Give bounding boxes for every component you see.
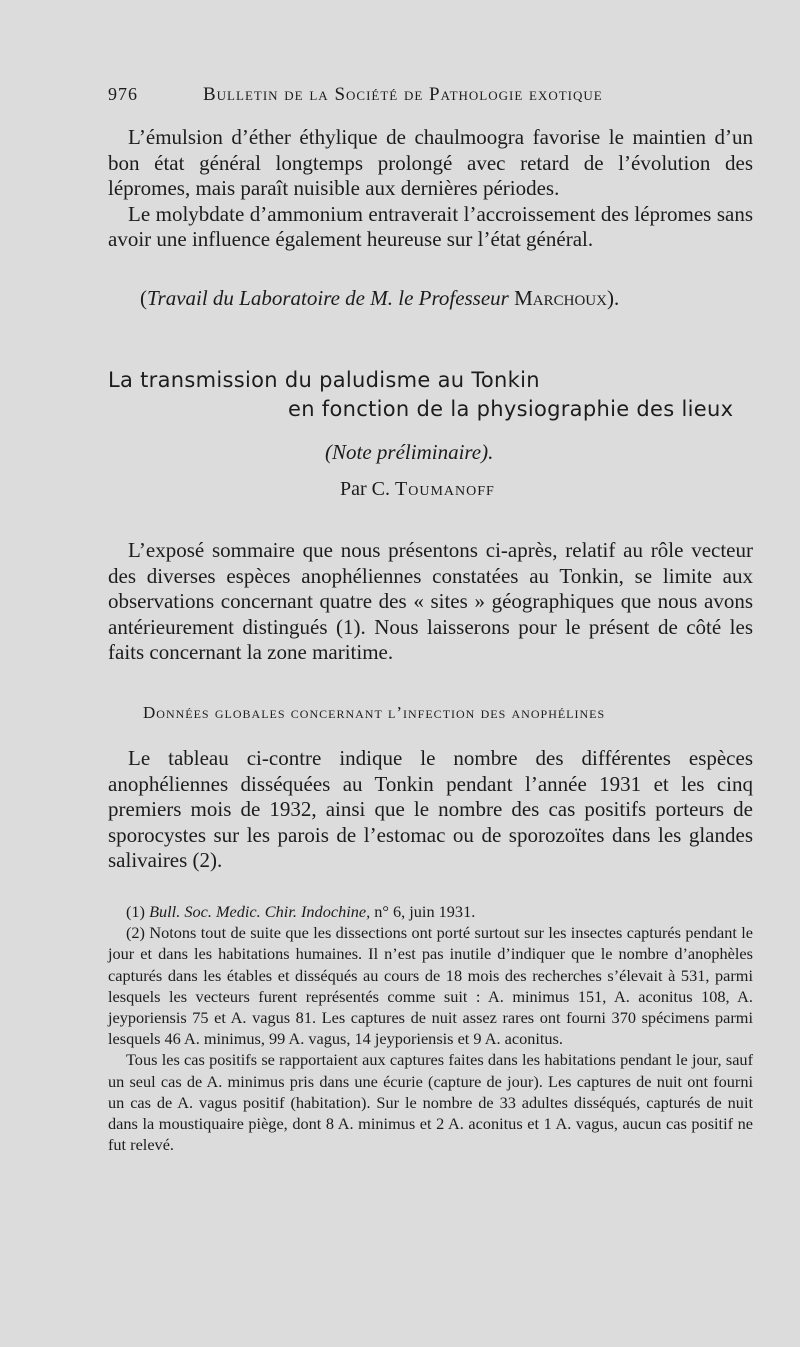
article-paragraph-1: L’exposé sommaire que nous présentons ci-après, relatif au rôle vecteur des diverses espèces anophéliennes constatées au Tonkin, se limite aux observations concernant quatre des « sites » géographiques que nous avons antérieurement distingués (1). Nous laisserons pour le présent de côté les faits concernant la zone maritime. [108, 538, 753, 665]
article-paragraph-2-block [108, 746, 753, 874]
footnotes [108, 901, 753, 1155]
intro-paragraph-1: L’émulsion d’éther éthylique de chaulmoogra favorise le maintien d’un bon état général longtemps prolongé avec retard de l’évolution des lépromes, mais paraît nuisible aux dernières périodes. [108, 125, 753, 201]
article-paragraph-1-block [108, 538, 753, 666]
footnote-3: Tous les cas positifs se rapportaient aux captures faites dans les habitations pendant le jour, sauf un seul cas de A. minimus pris dans une écurie (capture de jour). Les captures de nuit ont fourni un cas de A. vagus positif (habitation). Sur le nombre de 33 adultes disséqués, capturés de nuit dans la moustiquaire piège, dont 8 A. minimus et 2 A. aconitus et 1 A. vagus, aucun cas positif ne fut relevé. [108, 1050, 753, 1155]
author-name: Toumanoff [395, 478, 495, 500]
footnote-2: (2) Notons tout de suite que les dissections ont porté surtout sur les insectes capturés pendant le jour et dans les habitations humaines. Il n’est pas inutile d’indiquer que le nombre d’anophèles capturés dans les étables et disséqués au cours de 18 mois des recherches s’élevait à 531, parmi lesquels les vecteurs furent représentés comme suit : A. minimus 151, A. aconitus 108, A. jeyporiensis 75 et A. vagus 81. Les captures de nuit assez rares ont fourni 370 spécimens parmi lesquels 46 A. minimus, 99 A. vagus, 14 jeyporiensis et 9 A. aconitus. [108, 923, 753, 1049]
article-title-line-1: La transmission du paludisme au Tonkin [108, 368, 540, 392]
article-subtitle: (Note préliminaire). [325, 440, 494, 464]
credit-name: Marchoux [514, 286, 607, 310]
credit-open: ( [140, 286, 147, 310]
article-author [340, 478, 495, 501]
intro-text [108, 125, 753, 253]
laboratory-credit [140, 286, 619, 311]
footnote-1-journal: Bull. Soc. Medic. Chir. Indochine, [149, 902, 371, 921]
credit-close: ). [606, 286, 620, 310]
page-number: 976 [108, 84, 138, 104]
intro-paragraph-2: Le molybdate d’ammonium entraverait l’accroissement des lépromes sans avoir une influence également heureuse sur l’état général. [108, 201, 753, 252]
credit-italic: Travail du Laboratoire de M. le Professeur [147, 286, 509, 310]
article-title-line-2: en fonction de la physiographie des lieux [288, 397, 734, 421]
article-paragraph-2: Le tableau ci-contre indique le nombre des différentes espèces anophéliennes disséquées au Tonkin pendant l’année 1931 et les cinq premiers mois de 1932, ainsi que le nombre des cas positifs porteurs de sporocystes sur les parois de l’estomac ou de sporozoïtes dans les glandes salivaires (2). [108, 746, 753, 873]
footnote-1-details: n° 6, juin 1931. [374, 902, 476, 921]
footnote-1 [108, 901, 753, 922]
running-title: Bulletin de la Société de Pathologie exotique [203, 84, 603, 105]
section-heading: Données globales concernant l’infection des anophélines [143, 703, 606, 722]
author-prefix: Par C. [340, 478, 390, 500]
footnote-1-number: (1) [126, 902, 145, 921]
